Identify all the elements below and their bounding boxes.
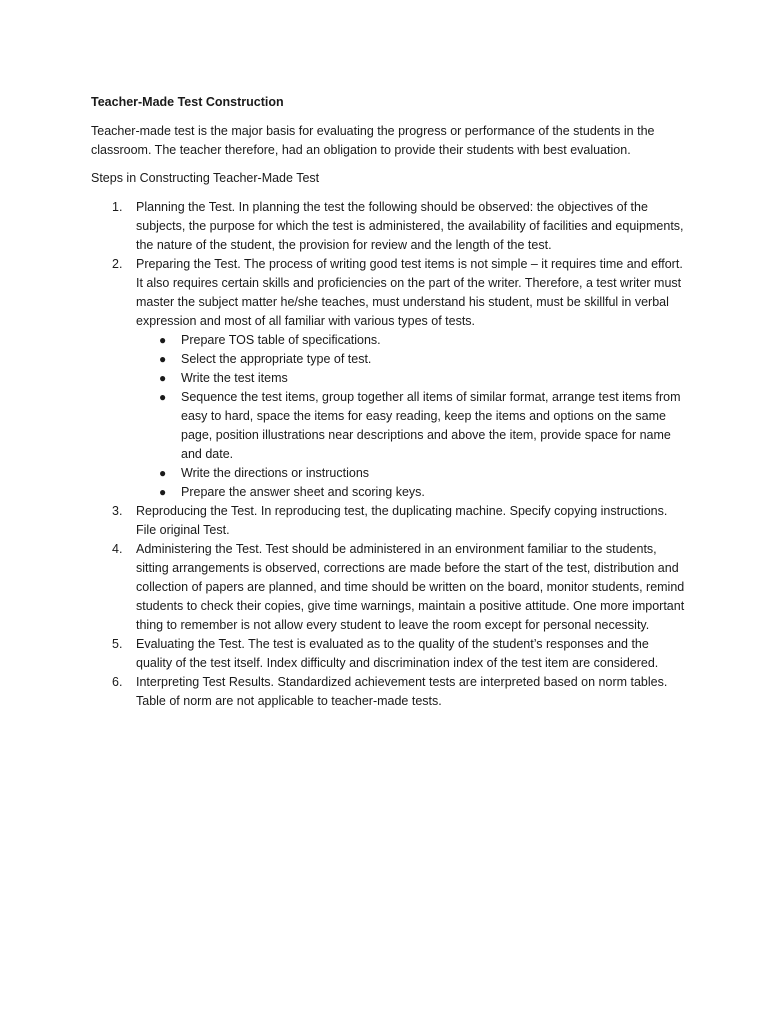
step-number: 4. — [112, 542, 123, 556]
bullet-icon: ● — [159, 352, 167, 366]
preparation-bullet-list — [136, 331, 688, 502]
step-number: 6. — [112, 675, 123, 689]
step-text: Planning the Test. In planning the test the following should be observed: the objectives of the subjects, the purpose for which the test is administered, the availability of facilities and equipments, the nature of the student, the provision for review and the length of the test. — [136, 200, 684, 252]
step-number: 2. — [112, 257, 123, 271]
steps-heading: Steps in Constructing Teacher-Made Test — [91, 171, 320, 185]
step-item — [112, 198, 688, 255]
bullet-icon: ● — [159, 466, 167, 480]
bullet-item — [159, 369, 688, 388]
document-title: Teacher-Made Test Construction — [91, 95, 284, 109]
bullet-item — [159, 483, 688, 502]
step-text: Administering the Test. Test should be administered in an environment familiar to the students, sitting arrangements is observed, corrections are made before the start of the test, distribution and collection of papers are planned, and time should be written on the board, monitor students, remind students to check their copies, give time warnings, maintain a positive attitude. One more important thing to remember is not allow every student to leave the room except for personal necessity. — [136, 542, 685, 632]
step-item — [112, 502, 688, 540]
step-item — [112, 635, 688, 673]
bullet-text: Prepare TOS table of specifications. — [181, 333, 381, 347]
step-text: Evaluating the Test. The test is evaluated as to the quality of the student’s responses and the quality of the test itself. Index difficulty and discrimination index of the test item are considered. — [136, 637, 659, 670]
bullet-item — [159, 331, 688, 350]
bullet-text: Sequence the test items, group together all items of similar format, arrange test items from easy to hard, space the items for easy reading, keep the items and options on the same page, position illustrations near descriptions and above the item, provide space for name and date. — [181, 390, 681, 461]
step-text: Reproducing the Test. In reproducing test, the duplicating machine. Specify copying instructions. File original Test. — [136, 504, 668, 537]
bullet-text: Write the test items — [181, 371, 288, 385]
bullet-item — [159, 464, 688, 483]
bullet-icon: ● — [159, 390, 167, 404]
step-item — [112, 673, 688, 711]
bullet-item — [159, 388, 688, 464]
bullet-icon: ● — [159, 333, 167, 347]
step-text: Preparing the Test. The process of writing good test items is not simple – it requires time and effort. It also requires certain skills and proficiencies on the part of the writer. Therefore, a test writer must master the subject matter he/she teaches, must understand his student, must be skillful in verbal expression and most of all familiar with various types of tests. — [136, 257, 683, 328]
step-number: 5. — [112, 637, 123, 651]
bullet-icon: ● — [159, 371, 167, 385]
intro-paragraph: Teacher-made test is the major basis for evaluating the progress or performance of the students in the classroom. The teacher therefore, had an obligation to provide their students with best evaluation. — [91, 124, 655, 157]
bullet-text: Write the directions or instructions — [181, 466, 370, 480]
step-text: Interpreting Test Results. Standardized achievement tests are interpreted based on norm tables. Table of norm are not applicable to teacher-made tests. — [136, 675, 668, 708]
step-item — [112, 255, 688, 502]
bullet-text: Prepare the answer sheet and scoring keys. — [181, 485, 425, 499]
step-number: 1. — [112, 200, 123, 214]
step-number: 3. — [112, 504, 123, 518]
bullet-text: Select the appropriate type of test. — [181, 352, 372, 366]
steps-list — [91, 198, 688, 711]
bullet-item — [159, 350, 688, 369]
step-item — [112, 540, 688, 635]
bullet-icon: ● — [159, 485, 167, 499]
